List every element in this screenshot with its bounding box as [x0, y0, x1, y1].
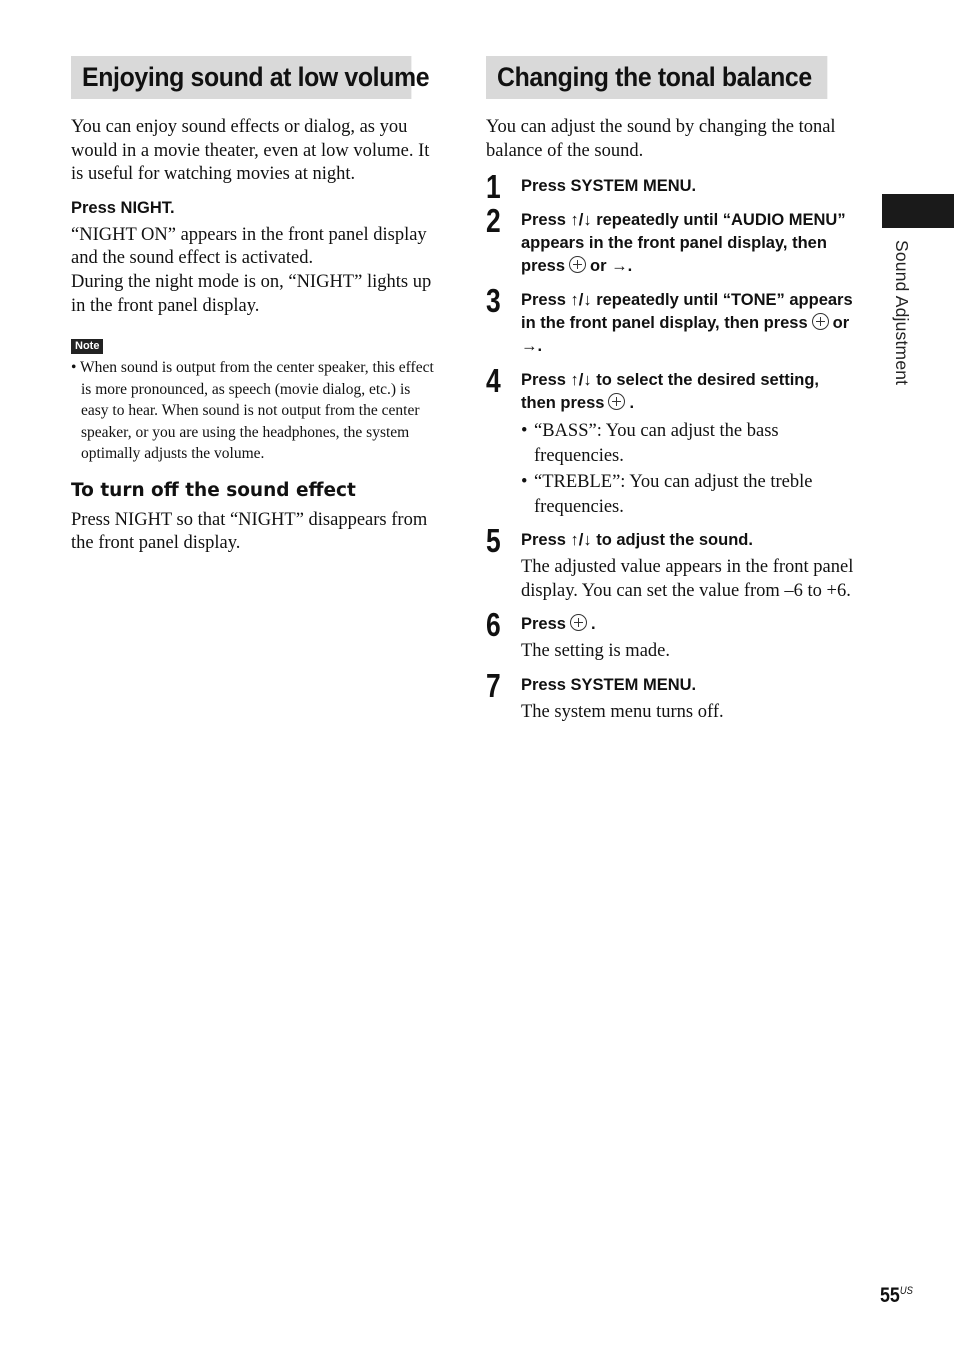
page-number: $55^{US}$: [880, 1284, 913, 1307]
tonal-intro: You can adjust the sound by changing the tonal balance of the sound.: [486, 117, 836, 161]
list-item: • “BASS”: You can adjust the bass frequencies.: [521, 421, 779, 466]
enter-button-icon: [812, 313, 829, 330]
step-number: 2: [486, 202, 501, 240]
section-heading-tonal-balance: Changing the tonal balance: [486, 56, 827, 99]
step-detail: The setting is made.: [521, 641, 670, 662]
step-number: 1: [486, 168, 501, 206]
section-tab-marker: [882, 194, 954, 228]
section-heading-low-volume: Enjoying sound at low volume: [71, 56, 411, 99]
step-7: [486, 666, 857, 725]
step-detail: The system menu turns off.: [521, 701, 724, 722]
step-instruction: Press ↑/↓ to adjust the sound.: [521, 531, 753, 550]
step-number: 5: [486, 522, 501, 560]
turn-off-text: Press NIGHT so that “NIGHT” disappears from the front panel display.: [71, 509, 428, 554]
low-volume-intro: You can enjoy sound effects or dialog, as you would in a movie theater, even at low volume. It is useful for watching movies at night.: [71, 117, 430, 185]
step-instruction: Press SYSTEM MENU.: [521, 177, 697, 196]
list-item: • “TREBLE”: You can adjust the treble frequencies.: [521, 472, 813, 517]
press-night-instruction: Press NIGHT.: [71, 198, 175, 217]
step-instruction: Press ↑/↓ to select the desired setting, then press .: [521, 371, 820, 413]
enter-button-icon: [569, 256, 586, 273]
step-instruction: Press SYSTEM MENU.: [521, 675, 697, 694]
step-number: 3: [486, 282, 501, 320]
step-number: 4: [486, 362, 501, 400]
note-label: Note: [71, 339, 103, 354]
step-3: [486, 282, 857, 358]
step-6: [486, 606, 857, 664]
left-column: [71, 56, 441, 556]
step-instruction: Press ↑/↓ repeatedly until “AUDIO MENU” appears in the front panel display, then press or →.: [521, 211, 846, 276]
step-4: [486, 362, 857, 519]
night-mode-text: During the night mode is on, “NIGHT” lights up in the front panel display.: [71, 271, 432, 316]
enter-button-icon: [608, 393, 625, 410]
step-2: [486, 202, 857, 278]
step-5: [486, 522, 857, 603]
turn-off-subheading: To turn off the sound effect: [71, 479, 356, 501]
step-number: 6: [486, 606, 501, 644]
step-number: 7: [486, 666, 501, 704]
step-1: [486, 168, 857, 206]
step-instruction: Press .: [521, 615, 596, 634]
step-detail: The adjusted value appears in the front panel display. You can set the value from –6 to +6.: [521, 557, 854, 601]
section-side-label: Sound Adjustment: [892, 240, 912, 386]
page-suffix: US: [899, 1285, 913, 1297]
note-text: • When sound is output from the center speaker, this effect is more pronounced, as speech (movie dialog, etc.) is easy to hear. When sound is not output from the center speaker, or you are using the headphones, the system optimally adjusts the volume.: [71, 359, 434, 463]
step-instruction: Press ↑/↓ repeatedly until “TONE” appears in the front panel display, then press or →.: [521, 291, 853, 356]
enter-button-icon: [570, 614, 587, 631]
right-column: [486, 56, 857, 725]
night-on-text: “NIGHT ON” appears in the front panel display and the sound effect is activated.: [71, 224, 427, 269]
note-block: [71, 336, 441, 465]
